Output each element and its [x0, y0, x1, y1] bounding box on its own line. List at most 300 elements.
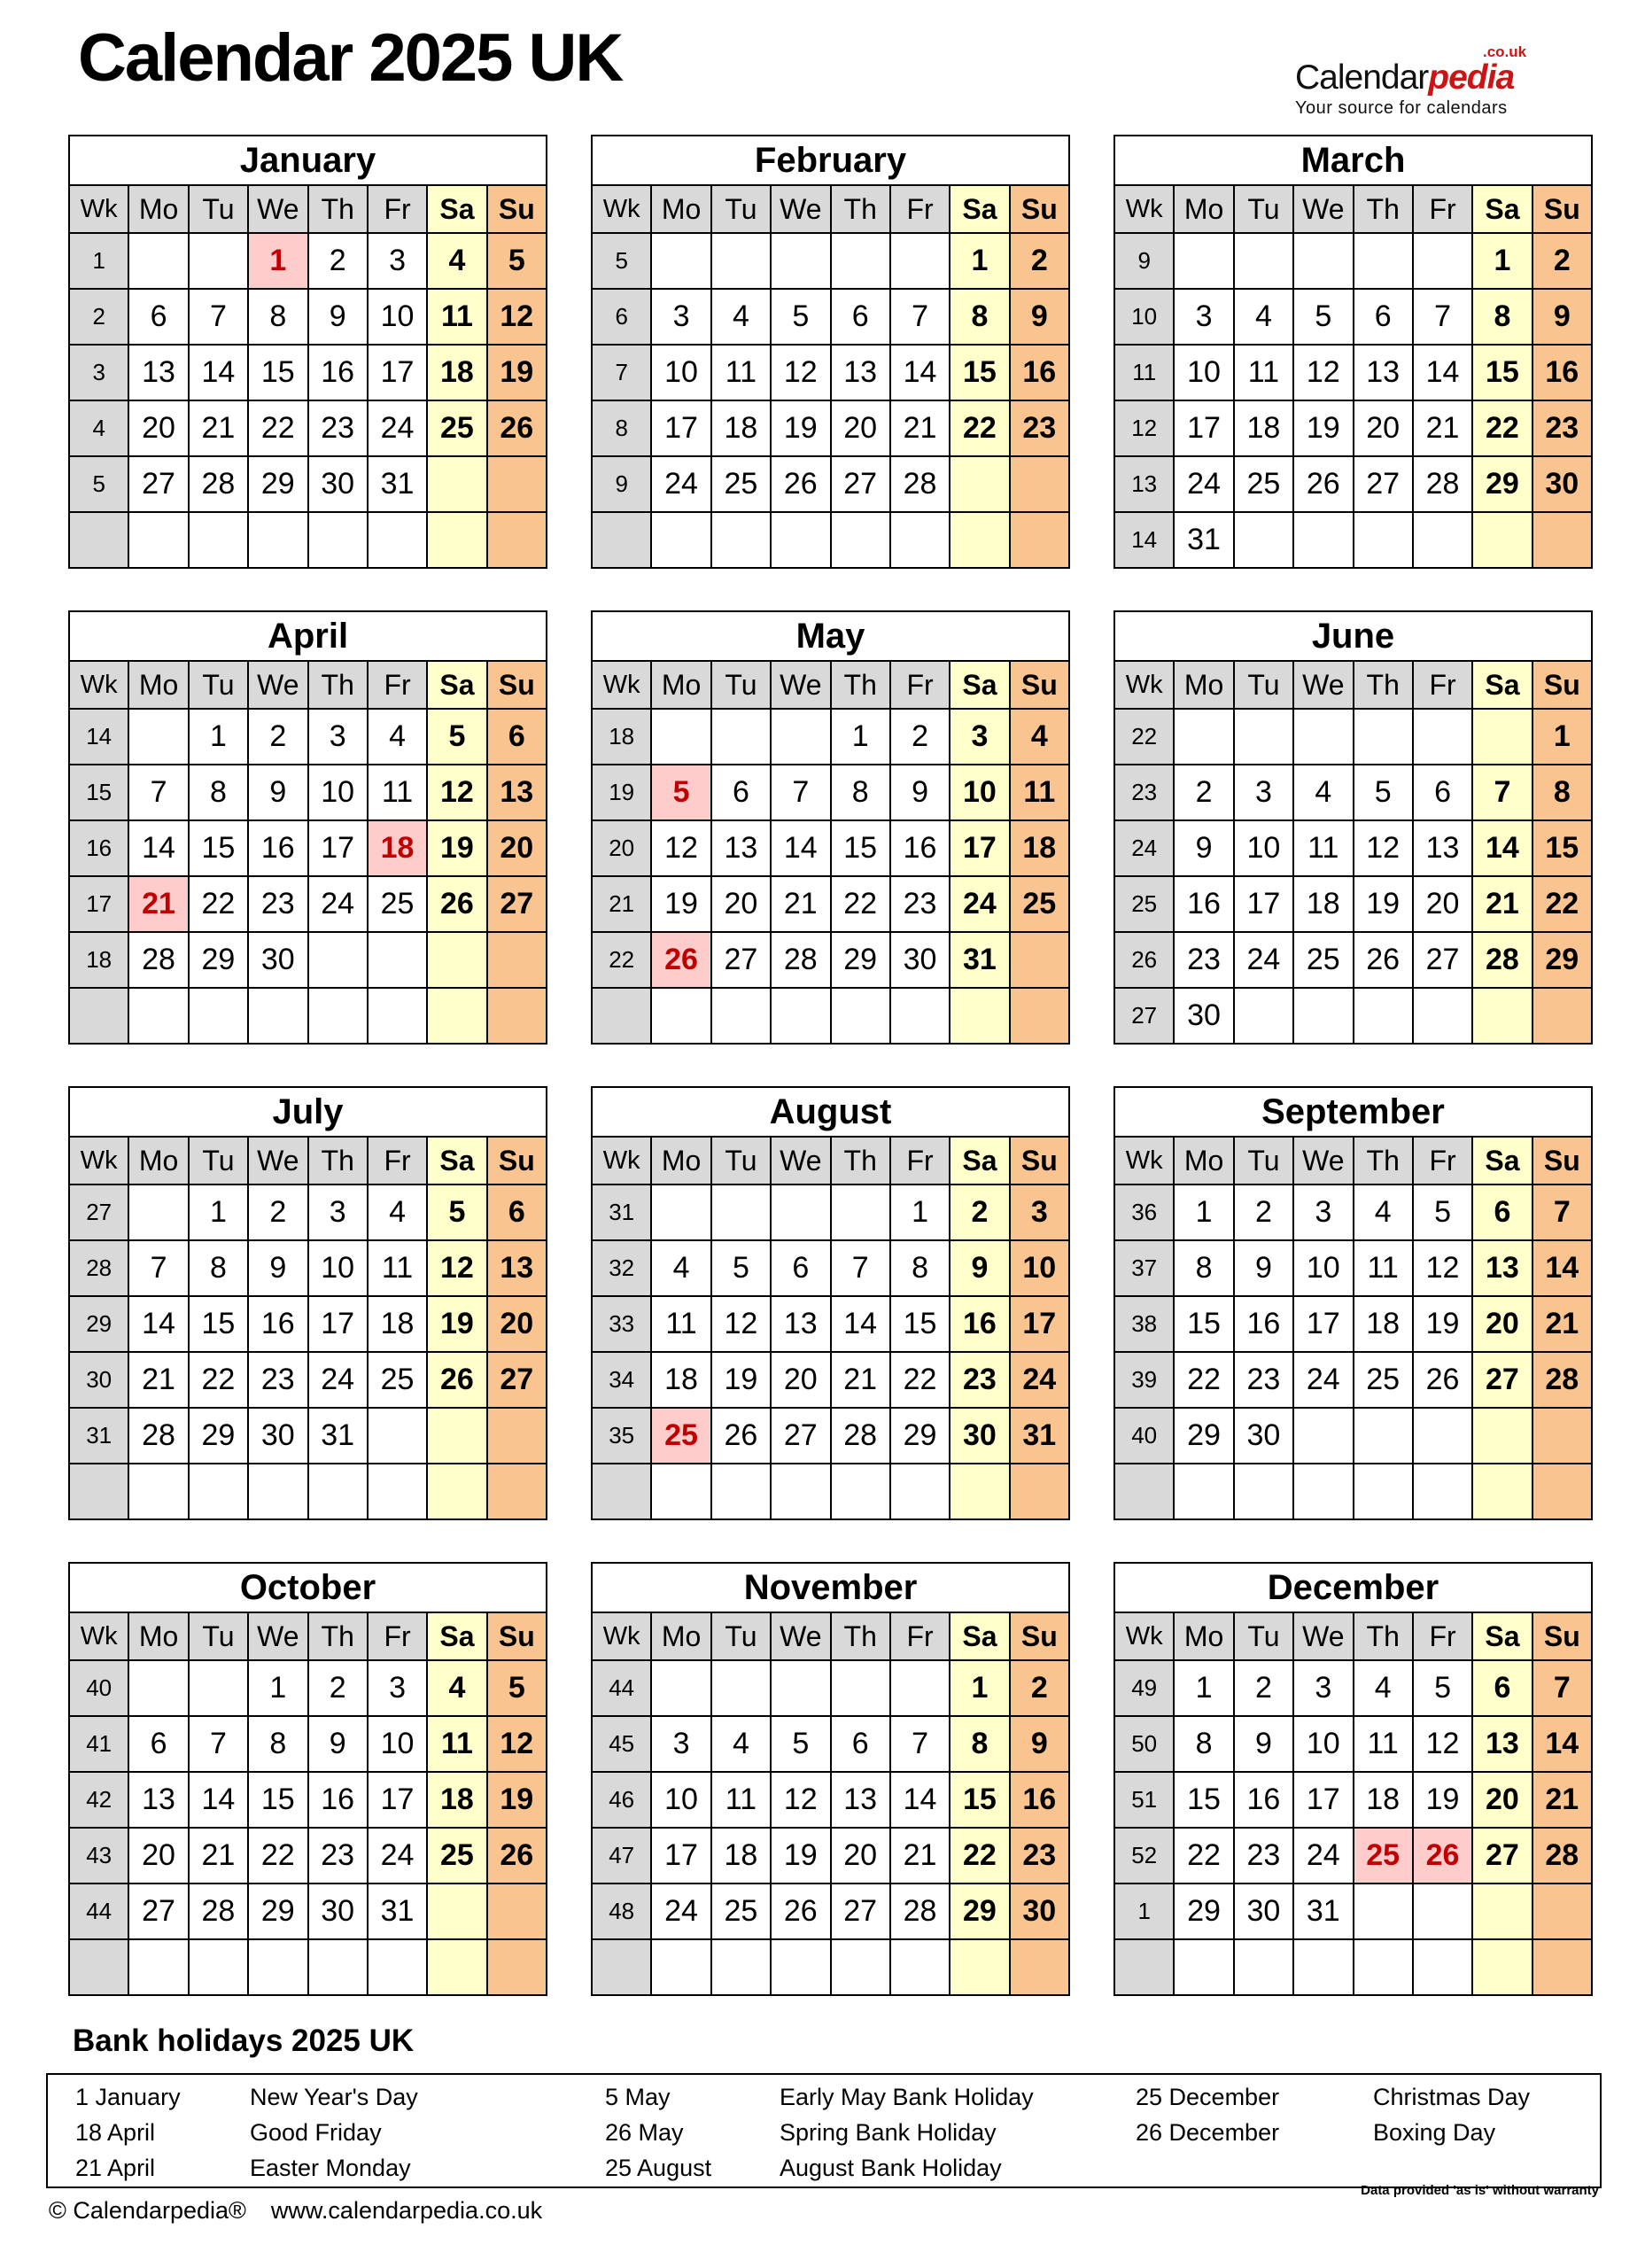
day-cell: 22	[890, 1352, 950, 1408]
day-cell: 30	[308, 456, 368, 512]
day-header-mo: Mo	[128, 1612, 188, 1660]
day-cell: 26	[1413, 1352, 1472, 1408]
day-header-wk: Wk	[592, 1137, 651, 1184]
day-cell: 8	[1472, 289, 1532, 345]
week-number-cell: 40	[69, 1660, 128, 1716]
week-number-cell: 1	[1114, 1884, 1174, 1939]
day-cell: 14	[1532, 1240, 1592, 1296]
day-cell: 7	[1413, 289, 1472, 345]
day-cell	[427, 512, 486, 568]
day-header-we: We	[248, 661, 307, 709]
day-cell	[427, 988, 486, 1044]
day-cell	[831, 1939, 890, 1995]
week-number-cell: 28	[69, 1240, 128, 1296]
day-cell: 2	[308, 233, 368, 289]
day-header-fr: Fr	[368, 1137, 427, 1184]
day-cell	[368, 512, 427, 568]
day-header-th: Th	[831, 1137, 890, 1184]
day-cell: 7	[189, 289, 248, 345]
holiday-day-cell: 1	[248, 233, 307, 289]
day-header-we: We	[248, 1612, 307, 1660]
week-number-cell	[69, 512, 128, 568]
bank-holiday-date: 21 April	[75, 2154, 156, 2181]
day-cell: 19	[711, 1352, 771, 1408]
day-header-wk: Wk	[69, 661, 128, 709]
day-cell: 6	[831, 1716, 890, 1772]
day-cell: 10	[368, 289, 427, 345]
day-header-sa: Sa	[950, 185, 1009, 233]
day-header-we: We	[1293, 1612, 1353, 1660]
day-cell: 4	[427, 1660, 486, 1716]
day-cell	[1174, 709, 1233, 765]
week-number-cell	[1114, 1939, 1174, 1995]
day-header-sa: Sa	[427, 1612, 486, 1660]
day-header-th: Th	[831, 185, 890, 233]
day-cell: 30	[308, 1884, 368, 1939]
day-cell: 5	[771, 289, 830, 345]
day-header-fr: Fr	[368, 661, 427, 709]
day-cell: 28	[831, 1408, 890, 1464]
day-header-fr: Fr	[1413, 1612, 1472, 1660]
day-cell	[890, 988, 950, 1044]
week-number-cell: 17	[69, 876, 128, 932]
day-cell: 18	[1234, 400, 1293, 456]
day-cell: 29	[189, 1408, 248, 1464]
day-cell: 24	[1010, 1352, 1069, 1408]
day-cell: 4	[651, 1240, 710, 1296]
day-header-fr: Fr	[890, 1612, 950, 1660]
day-cell	[487, 1408, 547, 1464]
day-header-tu: Tu	[189, 1612, 248, 1660]
day-cell: 12	[651, 820, 710, 876]
day-header-tu: Tu	[711, 185, 771, 233]
day-header-mo: Mo	[1174, 185, 1233, 233]
week-number-cell	[1114, 1464, 1174, 1519]
day-cell: 18	[1354, 1772, 1413, 1828]
week-number-cell: 32	[592, 1240, 651, 1296]
day-cell: 30	[1010, 1884, 1069, 1939]
day-header-sa: Sa	[950, 1612, 1009, 1660]
day-cell: 26	[1293, 456, 1353, 512]
day-header-we: We	[771, 1612, 830, 1660]
bank-holiday-date: 18 April	[75, 2118, 156, 2146]
day-cell: 6	[771, 1240, 830, 1296]
day-cell: 5	[427, 1184, 486, 1240]
day-cell	[487, 1884, 547, 1939]
day-cell: 17	[1293, 1772, 1353, 1828]
day-header-th: Th	[308, 1137, 368, 1184]
day-cell: 4	[368, 709, 427, 765]
day-cell: 11	[1234, 345, 1293, 400]
day-cell: 1	[189, 1184, 248, 1240]
day-cell: 29	[950, 1884, 1009, 1939]
day-cell	[368, 932, 427, 988]
day-cell: 20	[771, 1352, 830, 1408]
day-cell	[1234, 512, 1293, 568]
day-cell	[771, 512, 830, 568]
day-cell: 30	[1234, 1884, 1293, 1939]
week-number-cell: 46	[592, 1772, 651, 1828]
day-cell	[308, 932, 368, 988]
day-cell	[1010, 512, 1069, 568]
day-cell: 1	[1532, 709, 1592, 765]
day-cell	[1234, 988, 1293, 1044]
day-cell: 31	[308, 1408, 368, 1464]
day-cell: 7	[1532, 1184, 1592, 1240]
day-cell: 10	[1293, 1240, 1353, 1296]
day-cell: 10	[950, 765, 1009, 820]
week-number-cell: 7	[592, 345, 651, 400]
day-cell: 21	[189, 400, 248, 456]
day-cell: 5	[487, 1660, 547, 1716]
week-number-cell: 4	[69, 400, 128, 456]
day-cell: 4	[1010, 709, 1069, 765]
day-cell: 3	[651, 289, 710, 345]
day-cell	[831, 988, 890, 1044]
day-cell: 22	[248, 400, 307, 456]
day-cell	[1413, 1408, 1472, 1464]
day-cell: 30	[248, 932, 307, 988]
day-cell: 1	[950, 233, 1009, 289]
bank-holidays-box	[46, 2073, 1602, 2188]
day-cell: 9	[890, 765, 950, 820]
week-number-cell: 35	[592, 1408, 651, 1464]
day-cell	[487, 932, 547, 988]
day-cell: 8	[1174, 1240, 1233, 1296]
day-cell	[368, 1939, 427, 1995]
week-number-cell	[592, 988, 651, 1044]
day-cell: 17	[308, 820, 368, 876]
day-header-sa: Sa	[1472, 1137, 1532, 1184]
day-cell: 8	[248, 1716, 307, 1772]
day-cell: 22	[831, 876, 890, 932]
day-cell: 24	[368, 1828, 427, 1884]
day-cell: 14	[831, 1296, 890, 1352]
week-number-cell: 13	[1114, 456, 1174, 512]
day-cell: 2	[1174, 765, 1233, 820]
week-number-cell: 18	[592, 709, 651, 765]
day-cell: 18	[711, 400, 771, 456]
day-cell	[248, 988, 307, 1044]
day-cell: 22	[950, 1828, 1009, 1884]
day-header-su: Su	[487, 185, 547, 233]
day-cell	[1532, 1939, 1592, 1995]
day-cell: 28	[128, 932, 188, 988]
day-cell: 25	[711, 1884, 771, 1939]
bank-holiday-date: 1 January	[75, 2083, 181, 2110]
day-cell: 20	[487, 1296, 547, 1352]
day-cell: 20	[128, 1828, 188, 1884]
day-cell: 23	[890, 876, 950, 932]
day-cell	[487, 456, 547, 512]
day-cell: 4	[368, 1184, 427, 1240]
day-cell: 10	[651, 345, 710, 400]
day-cell	[651, 1464, 710, 1519]
day-cell: 12	[1354, 820, 1413, 876]
day-cell	[651, 988, 710, 1044]
day-cell: 25	[1234, 456, 1293, 512]
day-cell: 13	[831, 1772, 890, 1828]
day-cell	[1532, 1884, 1592, 1939]
holiday-day-cell: 26	[1413, 1828, 1472, 1884]
day-cell: 15	[248, 345, 307, 400]
day-cell: 18	[1354, 1296, 1413, 1352]
day-cell: 16	[1010, 1772, 1069, 1828]
day-cell	[1413, 709, 1472, 765]
day-cell: 25	[1010, 876, 1069, 932]
day-cell: 28	[128, 1408, 188, 1464]
day-cell: 1	[950, 1660, 1009, 1716]
day-cell: 6	[831, 289, 890, 345]
day-header-mo: Mo	[651, 1612, 710, 1660]
day-cell: 1	[890, 1184, 950, 1240]
day-cell: 14	[1472, 820, 1532, 876]
bank-holiday-name: New Year's Day	[250, 2083, 418, 2110]
day-cell: 20	[711, 876, 771, 932]
day-cell: 31	[1010, 1408, 1069, 1464]
day-cell: 23	[1010, 400, 1069, 456]
day-cell: 11	[427, 1716, 486, 1772]
day-cell: 25	[711, 456, 771, 512]
day-cell: 13	[128, 1772, 188, 1828]
day-cell	[427, 456, 486, 512]
day-header-th: Th	[1354, 1137, 1413, 1184]
day-cell: 16	[248, 820, 307, 876]
week-number-cell: 10	[1114, 289, 1174, 345]
week-number-cell: 23	[1114, 765, 1174, 820]
bank-holiday-date: 26 December	[1136, 2118, 1280, 2146]
day-cell: 12	[711, 1296, 771, 1352]
week-number-cell: 37	[1114, 1240, 1174, 1296]
day-header-we: We	[771, 185, 830, 233]
bank-holiday-date: 26 May	[605, 2118, 684, 2146]
day-cell: 28	[189, 1884, 248, 1939]
week-number-cell: 9	[592, 456, 651, 512]
day-cell	[427, 932, 486, 988]
day-cell	[1293, 233, 1353, 289]
month-table-july	[68, 1086, 547, 1520]
day-cell	[1174, 1939, 1233, 1995]
day-header-wk: Wk	[592, 661, 651, 709]
day-cell	[890, 1660, 950, 1716]
day-cell: 20	[1354, 400, 1413, 456]
day-cell: 2	[890, 709, 950, 765]
day-cell: 2	[308, 1660, 368, 1716]
day-cell: 18	[1293, 876, 1353, 932]
day-header-fr: Fr	[890, 185, 950, 233]
day-cell	[308, 1464, 368, 1519]
day-cell: 16	[248, 1296, 307, 1352]
day-header-we: We	[771, 661, 830, 709]
day-cell: 14	[771, 820, 830, 876]
day-cell	[651, 709, 710, 765]
month-table-may	[591, 610, 1070, 1045]
week-number-cell: 38	[1114, 1296, 1174, 1352]
day-cell	[1010, 1939, 1069, 1995]
week-number-cell: 30	[69, 1352, 128, 1408]
day-cell	[1174, 233, 1233, 289]
day-cell: 31	[950, 932, 1009, 988]
day-cell: 27	[711, 932, 771, 988]
day-header-th: Th	[831, 661, 890, 709]
day-cell: 4	[1293, 765, 1353, 820]
day-cell: 9	[1174, 820, 1233, 876]
day-cell	[1234, 233, 1293, 289]
day-cell	[711, 988, 771, 1044]
day-header-su: Su	[1532, 1137, 1592, 1184]
day-cell: 12	[771, 345, 830, 400]
day-cell: 28	[1472, 932, 1532, 988]
day-cell	[487, 1464, 547, 1519]
day-header-tu: Tu	[189, 185, 248, 233]
month-title: October	[69, 1563, 547, 1612]
day-cell: 18	[711, 1828, 771, 1884]
month-title: November	[592, 1563, 1069, 1612]
day-cell: 29	[248, 1884, 307, 1939]
day-cell	[1293, 1939, 1353, 1995]
day-cell: 5	[1293, 289, 1353, 345]
day-cell	[1354, 1464, 1413, 1519]
day-cell	[427, 1464, 486, 1519]
month-title: September	[1114, 1087, 1592, 1137]
day-cell: 21	[189, 1828, 248, 1884]
logo-tagline: Your source for calendars	[1295, 98, 1508, 118]
day-cell: 14	[189, 1772, 248, 1828]
day-cell: 23	[248, 876, 307, 932]
day-cell: 4	[427, 233, 486, 289]
day-cell	[771, 1939, 830, 1995]
day-cell: 9	[1234, 1716, 1293, 1772]
day-cell: 15	[189, 820, 248, 876]
day-header-th: Th	[1354, 1612, 1413, 1660]
day-cell: 7	[831, 1240, 890, 1296]
day-cell	[128, 512, 188, 568]
day-cell: 29	[1472, 456, 1532, 512]
day-header-tu: Tu	[1234, 661, 1293, 709]
calendarpedia-logo	[1295, 44, 1526, 117]
day-cell: 25	[368, 1352, 427, 1408]
day-header-th: Th	[1354, 661, 1413, 709]
day-cell: 24	[308, 876, 368, 932]
day-cell: 13	[1472, 1240, 1532, 1296]
day-cell: 22	[1174, 1828, 1233, 1884]
week-number-cell: 44	[592, 1660, 651, 1716]
day-cell: 2	[248, 1184, 307, 1240]
day-cell: 17	[1234, 876, 1293, 932]
day-cell: 2	[1010, 233, 1069, 289]
day-header-sa: Sa	[950, 1137, 1009, 1184]
day-cell: 27	[1472, 1828, 1532, 1884]
day-cell: 19	[487, 345, 547, 400]
month-table-june	[1113, 610, 1593, 1045]
day-cell: 26	[427, 1352, 486, 1408]
day-cell	[1010, 1464, 1069, 1519]
day-cell: 14	[128, 1296, 188, 1352]
day-header-we: We	[1293, 185, 1353, 233]
day-cell: 28	[1413, 456, 1472, 512]
day-cell	[711, 1464, 771, 1519]
month-title: December	[1114, 1563, 1592, 1612]
day-cell: 28	[1532, 1828, 1592, 1884]
bank-holiday-row	[48, 2115, 1600, 2150]
day-cell: 11	[1354, 1716, 1413, 1772]
day-cell: 30	[1234, 1408, 1293, 1464]
day-cell: 31	[368, 456, 427, 512]
day-cell	[711, 233, 771, 289]
day-cell: 18	[427, 345, 486, 400]
day-cell	[1413, 1939, 1472, 1995]
day-cell	[427, 1884, 486, 1939]
day-cell: 26	[427, 876, 486, 932]
day-cell: 3	[1174, 289, 1233, 345]
day-cell: 29	[1174, 1884, 1233, 1939]
day-cell	[651, 1939, 710, 1995]
day-cell: 21	[128, 1352, 188, 1408]
day-cell: 9	[1010, 1716, 1069, 1772]
week-number-cell: 27	[69, 1184, 128, 1240]
day-cell: 12	[1293, 345, 1353, 400]
day-cell: 19	[1293, 400, 1353, 456]
month-table-december	[1113, 1562, 1593, 1996]
day-cell: 8	[189, 1240, 248, 1296]
day-cell: 18	[368, 1296, 427, 1352]
day-cell: 9	[1532, 289, 1592, 345]
logo-part-pedia: pedia	[1428, 58, 1515, 97]
day-cell	[1413, 233, 1472, 289]
week-number-cell: 8	[592, 400, 651, 456]
day-cell: 22	[950, 400, 1009, 456]
day-cell	[1354, 512, 1413, 568]
day-cell	[950, 988, 1009, 1044]
day-cell: 8	[950, 289, 1009, 345]
day-cell: 15	[890, 1296, 950, 1352]
day-cell: 5	[427, 709, 486, 765]
day-cell: 25	[368, 876, 427, 932]
week-number-cell: 5	[592, 233, 651, 289]
day-cell: 23	[248, 1352, 307, 1408]
day-cell: 19	[771, 400, 830, 456]
day-cell: 13	[1413, 820, 1472, 876]
holiday-day-cell: 26	[651, 932, 710, 988]
day-cell: 27	[128, 456, 188, 512]
day-cell: 27	[831, 1884, 890, 1939]
day-cell: 24	[1293, 1352, 1353, 1408]
day-cell: 13	[1354, 345, 1413, 400]
day-cell: 27	[1413, 932, 1472, 988]
day-cell: 19	[427, 1296, 486, 1352]
day-cell: 26	[1354, 932, 1413, 988]
day-header-fr: Fr	[1413, 1137, 1472, 1184]
day-cell: 28	[890, 456, 950, 512]
day-cell: 28	[771, 932, 830, 988]
holiday-day-cell: 25	[1354, 1828, 1413, 1884]
day-cell: 11	[368, 1240, 427, 1296]
day-cell	[1413, 512, 1472, 568]
day-cell: 1	[1174, 1184, 1233, 1240]
day-cell: 25	[427, 400, 486, 456]
bank-holiday-name: Early May Bank Holiday	[780, 2083, 1034, 2110]
day-cell: 31	[368, 1884, 427, 1939]
week-number-cell: 42	[69, 1772, 128, 1828]
day-header-th: Th	[1354, 185, 1413, 233]
day-cell: 30	[248, 1408, 307, 1464]
week-number-cell: 40	[1114, 1408, 1174, 1464]
day-cell	[950, 1939, 1009, 1995]
week-number-cell	[592, 512, 651, 568]
day-cell: 1	[248, 1660, 307, 1716]
day-cell: 20	[487, 820, 547, 876]
day-cell	[831, 1184, 890, 1240]
